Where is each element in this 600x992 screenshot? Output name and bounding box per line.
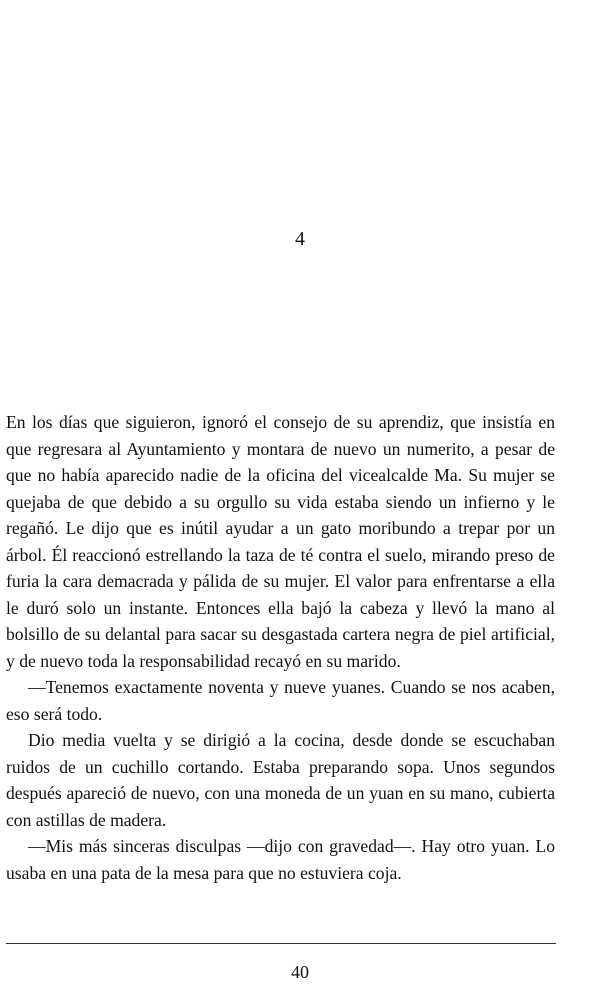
- footer-rule: [6, 943, 556, 944]
- chapter-body: [6, 409, 555, 886]
- paragraph: —Tenemos exactamente noventa y nueve yuanes. Cuando se nos acaben, eso será todo.: [6, 677, 555, 724]
- paragraph: —Mis más sinceras disculpas —dijo con gravedad—. Hay otro yuan. Lo usaba en una pata de la mesa para que no estuviera coja.: [6, 836, 555, 883]
- chapter-number: 4: [295, 228, 305, 250]
- paragraph: En los días que siguieron, ignoró el consejo de su aprendiz, que insistía en que regresara al Ayuntamiento y montara de nuevo un numerito, a pesar de que no había aparecido nadie de la oficina del vicealcalde Ma. Su mujer se quejaba de que debido a su orgullo su vida estaba siendo un infierno y le regañó. Le dijo que es inútil ayudar a un gato moribundo a trepar por un árbol. Él reaccionó estrellando la taza de té contra el suelo, mirando preso de furia la cara demacrada y pálida de su mujer. El valor para enfrentarse a ella le duró solo un instante. Entonces ella bajó la cabeza y llevó la mano al bolsillo de su delantal para sacar su desgastada cartera negra de piel artificial, y de nuevo toda la responsabilidad recayó en su marido.: [6, 412, 555, 671]
- page-number: 40: [291, 962, 309, 982]
- paragraph: Dio media vuelta y se dirigió a la cocina, desde donde se escuchaban ruidos de un cuchillo cortando. Estaba preparando sopa. Unos segundos después apareció de nuevo, con una moneda de un yuan en su mano, cubierta con astillas de madera.: [6, 730, 555, 830]
